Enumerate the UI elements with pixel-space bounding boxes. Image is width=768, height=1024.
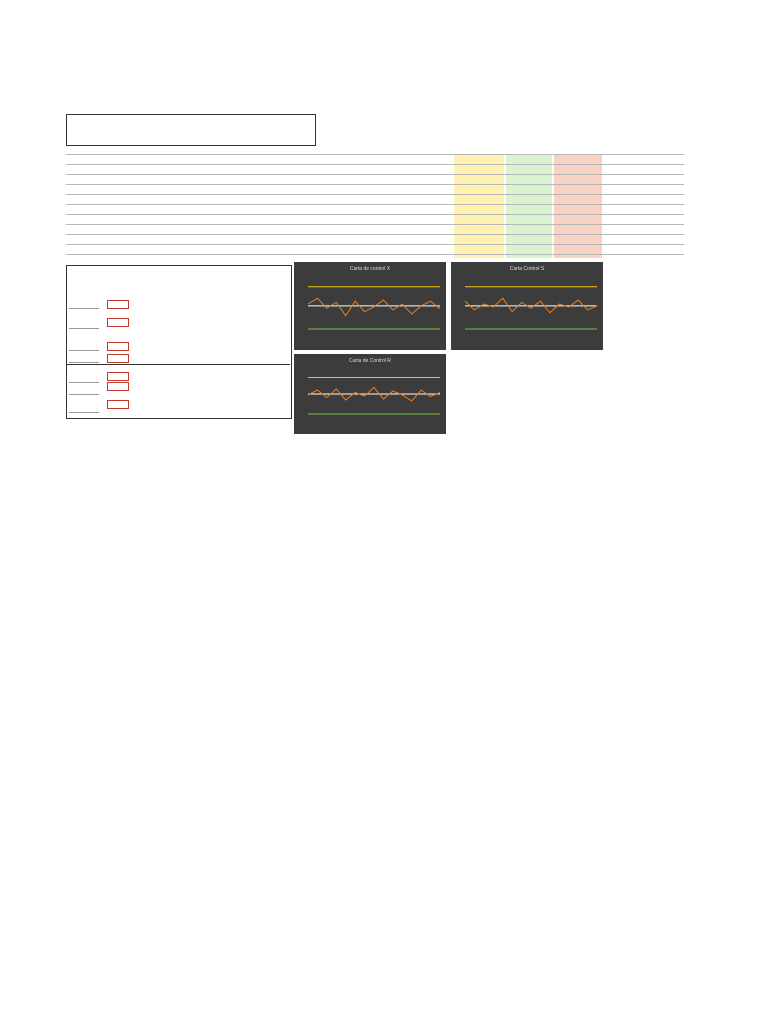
formula-value-box bbox=[107, 300, 129, 309]
chart-title: Carta Control S bbox=[509, 266, 545, 272]
formula-row bbox=[69, 402, 99, 413]
mean-limits-band bbox=[454, 154, 504, 258]
formula-row bbox=[69, 340, 99, 351]
chart-r bbox=[294, 354, 446, 434]
chart-plot bbox=[451, 262, 603, 350]
chart-series-line bbox=[308, 298, 440, 315]
formula-row bbox=[69, 352, 99, 363]
chart-s bbox=[451, 262, 603, 350]
formula-value-box bbox=[107, 318, 129, 327]
chart-title: Carta de control X bbox=[349, 266, 391, 272]
std-limits-band bbox=[554, 154, 602, 258]
formula-row bbox=[69, 384, 99, 395]
formula-row bbox=[69, 298, 99, 309]
formula-value-box bbox=[107, 372, 129, 381]
chart-x-bar bbox=[294, 262, 446, 350]
formula-value-box bbox=[107, 342, 129, 351]
formula-value-box bbox=[107, 382, 129, 391]
formula-value-box bbox=[107, 354, 129, 363]
formula-value-box bbox=[107, 400, 129, 409]
formula-row bbox=[69, 318, 99, 329]
formula-row bbox=[69, 372, 99, 383]
problem-statement-box bbox=[66, 114, 316, 146]
question-a bbox=[67, 266, 291, 270]
range-limits-band bbox=[506, 154, 552, 258]
data-sheet bbox=[66, 154, 684, 258]
chart-title: Carta de Control R bbox=[349, 358, 391, 364]
panel-divider bbox=[66, 364, 290, 365]
problem-statement-text bbox=[67, 115, 315, 119]
chart-plot bbox=[294, 262, 446, 350]
control-limits-panel bbox=[66, 265, 292, 419]
chart-plot bbox=[294, 354, 446, 434]
